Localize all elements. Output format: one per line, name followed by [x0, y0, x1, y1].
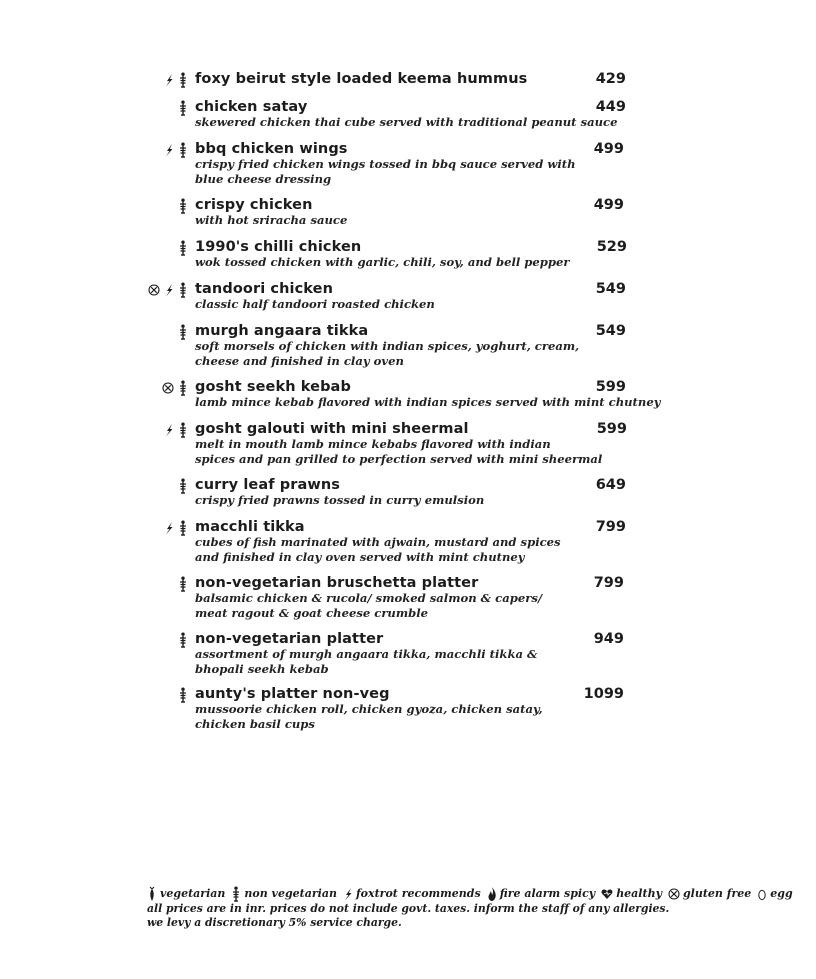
legend-item	[487, 886, 595, 902]
gluten-free-icon	[148, 282, 160, 298]
lightning-icon	[164, 422, 174, 438]
item-icons	[164, 422, 188, 438]
legend-label: non vegetarian	[244, 887, 337, 900]
non-veg-icon	[178, 380, 188, 396]
item-icons	[178, 687, 188, 703]
non-veg-icon	[178, 282, 188, 298]
item-description	[195, 395, 660, 410]
item-description	[195, 157, 576, 186]
non-veg-icon	[178, 324, 188, 340]
item-name: crispy chicken	[195, 197, 313, 213]
description-line: and finished in clay oven served with mint chutney	[195, 549, 525, 564]
description-line: bhopali seekh kebab	[195, 661, 329, 676]
item-name: chicken satay	[195, 99, 308, 115]
legend-label: fire alarm spicy	[499, 887, 596, 900]
item-name: curry leaf prawns	[195, 477, 341, 493]
item-name: gosht galouti with mini sheermal	[195, 421, 469, 437]
item-price: 799	[595, 519, 626, 535]
description-line: cubes of fish marinated with ajwain, mustard and spices	[195, 535, 561, 549]
non-veg-icon	[178, 240, 188, 256]
item-name: foxy beirut style loaded keema hummus	[195, 71, 528, 87]
item-description	[195, 255, 569, 270]
item-icons	[178, 632, 188, 648]
item-description	[195, 647, 538, 676]
item-price: 649	[595, 477, 626, 493]
fire-icon	[487, 886, 497, 902]
item-name: non-vegetarian bruschetta platter	[195, 575, 479, 591]
item-price: 549	[595, 281, 626, 297]
non-veg-icon	[178, 687, 188, 703]
item-price: 799	[593, 575, 624, 591]
item-name: murgh angaara tikka	[195, 323, 369, 339]
item-name: bbq chicken wings	[195, 141, 348, 157]
item-icons	[178, 324, 188, 340]
description-line: melt in mouth lamb mince kebabs flavored with indian	[195, 437, 551, 451]
legend-item	[757, 886, 792, 902]
description-line: lamb mince kebab flavored with indian spices served with mint chutney	[195, 395, 661, 409]
footer	[147, 886, 793, 930]
vegetarian-icon	[147, 886, 157, 902]
non-veg-icon	[178, 198, 188, 214]
icon-legend	[147, 886, 793, 902]
description-line: wok tossed chicken with garlic, chili, soy, and bell pepper	[195, 255, 570, 269]
item-name: non-vegetarian platter	[195, 631, 384, 647]
item-price: 499	[593, 141, 624, 157]
item-name: aunty's platter non-veg	[195, 686, 390, 702]
non-veg-icon	[178, 478, 188, 494]
item-icons	[178, 198, 188, 214]
item-price: 1099	[583, 686, 624, 702]
legend-label: vegetarian	[160, 887, 226, 900]
item-price: 499	[593, 197, 624, 213]
description-line: with hot sriracha sauce	[195, 213, 348, 227]
legend-item	[231, 886, 337, 902]
item-name: gosht seekh kebab	[195, 379, 351, 395]
description-line: skewered chicken thai cube served with traditional peanut sauce	[195, 115, 618, 129]
item-description	[195, 535, 561, 564]
description-line: crispy fried prawns tossed in curry emulsion	[195, 493, 485, 507]
legend-label: healthy	[616, 887, 662, 900]
gluten-free-icon	[668, 886, 680, 902]
prices-note: all prices are in inr. prices do not include govt. taxes. inform the staff of any allergies.	[147, 902, 670, 915]
description-line: mussoorie chicken roll, chicken gyoza, chicken satay,	[195, 702, 543, 716]
description-line: spices and pan grilled to perfection served with mini sheermal	[195, 451, 603, 466]
description-line: crispy fried chicken wings tossed in bbq sauce served with	[195, 157, 576, 171]
legend-label: foxtrot recommends	[355, 887, 481, 900]
legend-item	[343, 886, 481, 902]
item-icons	[178, 100, 188, 116]
item-description	[195, 702, 543, 731]
legend-label: gluten free	[682, 887, 752, 900]
lightning-icon	[164, 520, 174, 536]
item-icons	[148, 282, 188, 298]
legend-item	[668, 886, 751, 902]
lightning-icon	[343, 886, 353, 902]
gluten-free-icon	[162, 380, 174, 396]
item-description	[195, 297, 435, 312]
lightning-icon	[164, 282, 174, 298]
item-description	[195, 493, 484, 508]
item-icons	[178, 478, 188, 494]
item-icons	[164, 142, 188, 158]
non-veg-icon	[178, 100, 188, 116]
item-icons	[178, 240, 188, 256]
heart-icon	[601, 886, 613, 902]
item-icons	[178, 576, 188, 592]
description-line: blue cheese dressing	[195, 171, 332, 186]
description-line: balsamic chicken & rucola/ smoked salmon & capers/	[195, 591, 543, 605]
item-description	[195, 339, 579, 368]
description-line: meat ragout & goat cheese crumble	[195, 605, 429, 620]
item-name: macchli tikka	[195, 519, 305, 535]
item-price: 429	[595, 71, 626, 87]
description-line: assortment of murgh angaara tikka, macchli tikka &	[195, 647, 538, 661]
item-price: 949	[593, 631, 624, 647]
non-veg-icon	[178, 422, 188, 438]
item-name: tandoori chicken	[195, 281, 334, 297]
item-price: 449	[595, 99, 626, 115]
non-veg-icon	[178, 520, 188, 536]
item-icons	[162, 380, 188, 396]
legend-item	[601, 886, 662, 902]
item-price: 599	[596, 421, 627, 437]
legend-label: egg	[770, 887, 793, 900]
item-price: 529	[596, 239, 627, 255]
description-line: chicken basil cups	[195, 716, 315, 731]
non-veg-icon	[178, 72, 188, 88]
description-line: cheese and finished in clay oven	[195, 353, 404, 368]
lightning-icon	[164, 72, 174, 88]
item-description	[195, 437, 602, 466]
item-description	[195, 213, 347, 228]
description-line: soft morsels of chicken with indian spices, yoghurt, cream,	[195, 339, 580, 353]
legend-item	[147, 886, 225, 902]
service-charge-note: we levy a discretionary 5% service charge.	[147, 916, 402, 929]
item-description	[195, 115, 617, 130]
non-veg-icon	[178, 632, 188, 648]
egg-icon	[757, 886, 767, 902]
description-line: classic half tandoori roasted chicken	[195, 297, 435, 311]
item-icons	[164, 72, 188, 88]
item-price: 599	[595, 379, 626, 395]
non-veg-icon	[178, 142, 188, 158]
item-name: 1990's chilli chicken	[195, 239, 362, 255]
non-veg-icon	[178, 576, 188, 592]
item-description	[195, 591, 542, 620]
item-price: 549	[595, 323, 626, 339]
non-veg-icon	[231, 886, 241, 902]
lightning-icon	[164, 142, 174, 158]
item-icons	[164, 520, 188, 536]
